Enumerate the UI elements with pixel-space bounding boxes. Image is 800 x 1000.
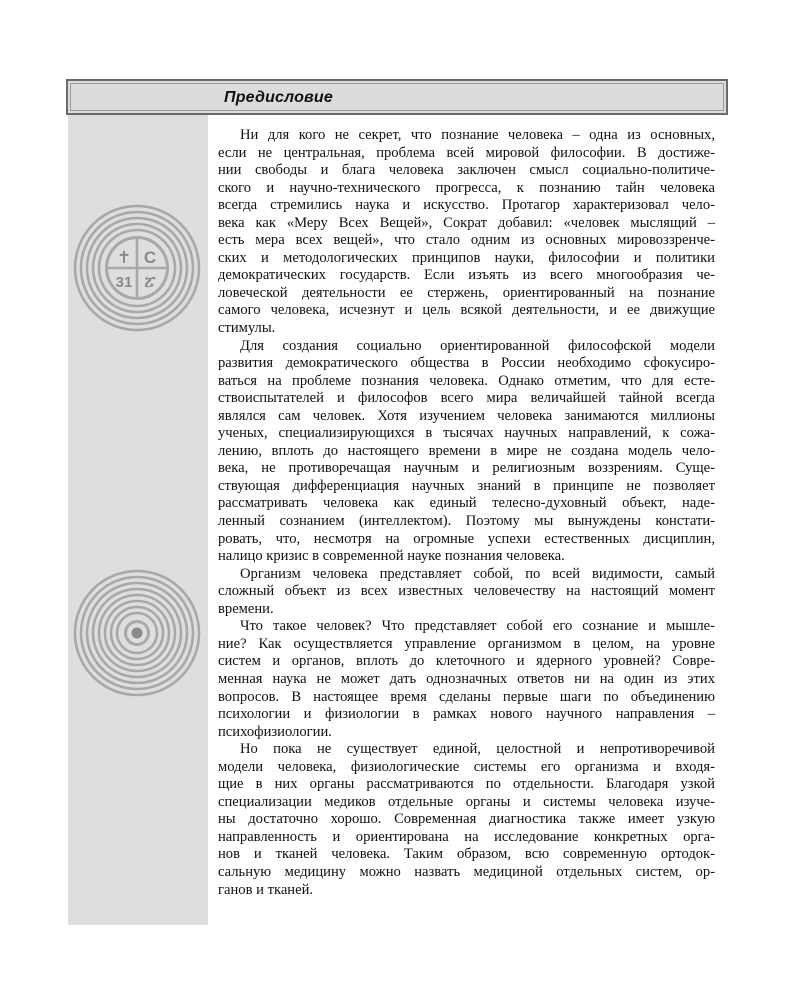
text-line: модели человека, физиологические системы его организма и входя- <box>218 758 715 775</box>
text-line: ленный сознанием (интеллектом). Поэтому мы вынуждены констати- <box>218 513 715 530</box>
text-line: Организм человека представляет собой, по всей видимости, самый <box>240 565 715 582</box>
emblem-letter-c: С <box>143 248 157 267</box>
concentric-circles-dot-icon <box>72 568 202 698</box>
text-line: сальную медицину можно назвать медициной отдельных систем, ор- <box>218 863 715 880</box>
text-line: развития демократического общества в России необходимо сфокусиро- <box>218 355 715 372</box>
text-line: ствоиспытателей и философов всего мира величайшей тайной всегда <box>218 390 715 407</box>
emblem-number-31: 31 <box>115 274 133 291</box>
text-line: направленность и ориентирована на исследование конкретных орга- <box>218 828 715 845</box>
text-line: самого человека, исчезнут и цель всякой деятельности, и ее движущие <box>218 302 715 319</box>
text-line: ских и методологических принципов науки, философии и политики <box>218 249 715 266</box>
text-line: психологии и физиологии в рамках нового научного направления – <box>218 706 715 723</box>
text-line: систем и органов, вплоть до клеточного и ядерного уровней? Совре- <box>218 653 715 670</box>
text-line: Что такое человек? Что представляет собой его сознание и мышле- <box>240 618 715 635</box>
text-line: ученых, специализирующихся в тысячах научных направлений, к сожа- <box>218 425 715 442</box>
text-line: ганов и тканей. <box>218 881 314 898</box>
paragraph <box>218 741 715 899</box>
text-line: всегда стремились наука и искусство. Протагор характеризовал чело- <box>218 197 715 214</box>
text-line: ствующая дифференциация научных знаний в принципе не позволяет <box>218 477 715 494</box>
text-line: вопросов. В настоящее время сделаны первые шаги по объединению <box>218 688 715 705</box>
section-title: Предисловие <box>224 89 333 106</box>
text-line: психофизиологии. <box>218 723 332 740</box>
text-line: времени. <box>218 600 274 617</box>
section-header-bar <box>66 79 728 115</box>
text-line: демократических государств. Если изъять из всего многообразия че- <box>218 267 715 284</box>
text-line: ловеческой деятельности ее стержень, ориентированный на познание <box>218 284 715 301</box>
text-line: стимулы. <box>218 320 276 337</box>
text-line: лению, вплоть до настоящего времени в мире не создана модель чело- <box>218 442 715 459</box>
emblem-glyph: ፘ <box>144 274 156 291</box>
text-line: рассматривать человека как единый телесно-духовный объект, наде- <box>218 495 715 512</box>
text-line: Для создания социально ориентированной философской модели <box>240 337 715 354</box>
paragraph <box>218 566 715 619</box>
text-line: специализации медиков отдельные органы и системы человека изуче- <box>218 793 715 810</box>
emblem-cross-glyph: ✝ <box>116 248 132 267</box>
text-line: Но пока не существует единой, целостной и непротиворечивой <box>240 741 715 758</box>
text-line: нов и тканей человека. Таким образом, всю современную ортодок- <box>218 846 715 863</box>
text-line: века как «Меру Всех Вещей», Сократ добавил: «человек мыслящий – <box>218 214 715 231</box>
paragraph <box>218 127 715 338</box>
text-line: менная наука не может дать однозначных ответов ни на один из этих <box>218 670 715 687</box>
text-line: являлся сам человек. Хотя изучением человека занимаются миллионы <box>218 407 715 424</box>
text-line: есть мера всех вещей», что стало одним из основных мировоззренче- <box>218 232 715 249</box>
text-line: ваться на проблеме познания человека. Однако отметим, что для есте- <box>218 372 715 389</box>
text-line: если не центральная, проблема всей мировой философии. В достиже- <box>218 144 715 161</box>
text-line: ны достаточно хорошо. Современная диагностика также имеет узкую <box>218 811 715 828</box>
text-line: ровать, что, несмотря на огромные успехи естественных дисциплин, <box>218 530 715 547</box>
paragraph <box>218 618 715 741</box>
cross-quadrant-emblem-icon <box>72 203 202 333</box>
preface-text <box>218 127 715 899</box>
text-line: сложный объект из всех известных человечеству на настоящий момент <box>218 583 715 600</box>
text-line: щие в них органы рассматриваются по отдельности. Благодаря узкой <box>218 776 715 793</box>
text-line: ние? Как осуществляется управление организмом в целом, на уровне <box>218 635 715 652</box>
text-line: Ни для кого не секрет, что познание человека – одна из основных, <box>240 127 715 143</box>
paragraph <box>218 338 715 566</box>
text-line: налицо кризис в современной науке познания человека. <box>218 548 565 565</box>
text-line: нии свободы и блага человека заключен смысл социально-политиче- <box>218 162 715 179</box>
text-line: ского и научно-технического прогресса, к познанию тайн человека <box>218 179 715 196</box>
text-line: века, не противоречащая научным и религиозным воззрениям. Суще- <box>218 460 715 477</box>
